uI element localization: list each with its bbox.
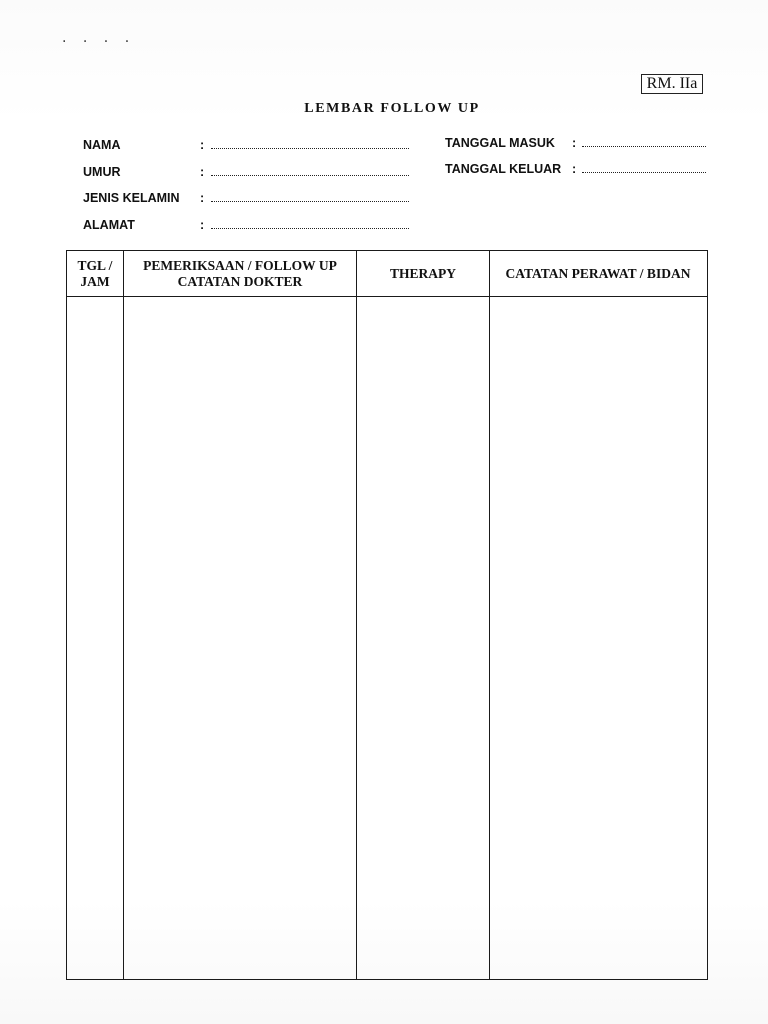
column-header-therapy <box>357 251 489 296</box>
column-header-label: THERAPY <box>389 265 456 281</box>
field-label-tanggal-masuk: TANGGAL MASUK <box>445 136 555 150</box>
nama-input-line[interactable] <box>211 148 409 149</box>
field-label-alamat: ALAMAT <box>83 218 135 232</box>
field-colon: : <box>200 138 205 152</box>
column-header-label: PEMERIKSAAN / FOLLOW UP CATATAN DOKTER <box>143 257 337 289</box>
column-header-catatan-perawat <box>490 251 706 296</box>
jenis-kelamin-input-line[interactable] <box>211 201 409 202</box>
alamat-input-line[interactable] <box>211 228 409 229</box>
field-colon: : <box>572 136 577 150</box>
column-header-tgl-jam <box>67 251 123 296</box>
umur-input-line[interactable] <box>211 175 409 176</box>
field-colon: : <box>572 162 577 176</box>
tanggal-keluar-input-line[interactable] <box>582 172 706 173</box>
tgl-jam-entry-area[interactable] <box>67 297 123 979</box>
column-header-label: TGL / JAM <box>77 257 113 289</box>
tanggal-masuk-input-line[interactable] <box>582 146 706 147</box>
therapy-entry-area[interactable] <box>357 297 489 979</box>
field-colon: : <box>200 218 205 232</box>
field-label-tanggal-keluar: TANGGAL KELUAR <box>445 162 562 176</box>
follow-up-table <box>66 250 708 980</box>
field-colon: : <box>200 191 205 205</box>
field-label-jenis-kelamin: JENIS KELAMIN <box>83 191 180 205</box>
column-header-pemeriksaan <box>124 251 356 296</box>
pemeriksaan-entry-area[interactable] <box>124 297 356 979</box>
form-code-box: RM. IIa <box>641 74 703 94</box>
field-colon: : <box>200 165 205 179</box>
scan-specks: . . . . <box>62 30 136 46</box>
column-header-label: CATATAN PERAWAT / BIDAN <box>505 265 691 281</box>
field-label-umur: UMUR <box>83 165 121 179</box>
catatan-perawat-entry-area[interactable] <box>490 297 706 979</box>
form-title: LEMBAR FOLLOW UP <box>304 101 480 116</box>
field-label-nama: NAMA <box>83 138 121 152</box>
